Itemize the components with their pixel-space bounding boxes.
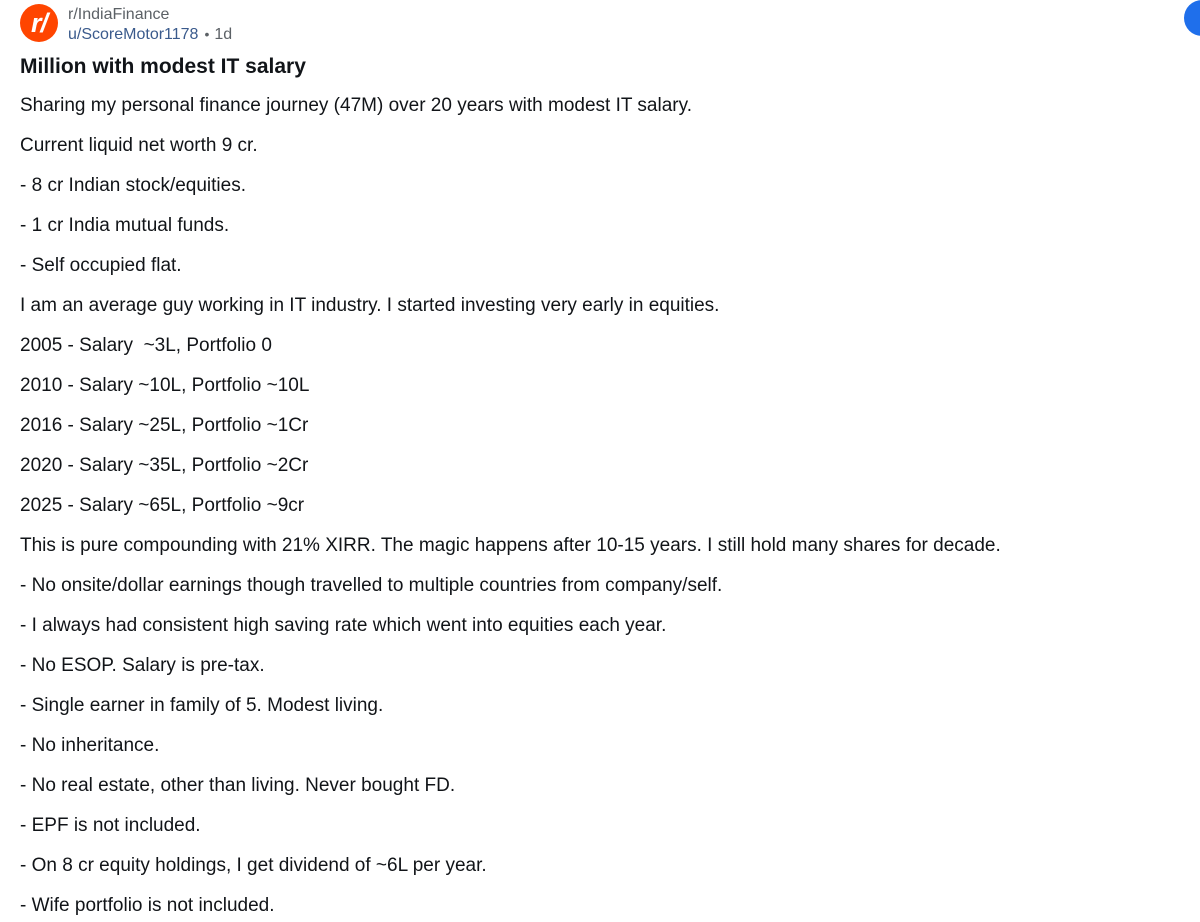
author-link[interactable]: u/ScoreMotor1178 bbox=[68, 26, 199, 43]
body-line: - Self occupied flat. bbox=[20, 255, 182, 276]
body-line: Sharing my personal finance journey (47M) over 20 years with modest IT salary. bbox=[20, 95, 692, 116]
body-line: 2025 - Salary ~65L, Portfolio ~9cr bbox=[20, 495, 305, 516]
body-line: - No inheritance. bbox=[20, 735, 160, 756]
body-line: I am an average guy working in IT industry. I started investing very early in equities. bbox=[20, 295, 720, 316]
body-line: - 8 cr Indian stock/equities. bbox=[20, 175, 246, 196]
body-line: Current liquid net worth 9 cr. bbox=[20, 135, 258, 156]
subreddit-avatar-icon[interactable]: r/ bbox=[20, 4, 58, 42]
post-age: 1d bbox=[214, 26, 233, 43]
body-line: - Single earner in family of 5. Modest living. bbox=[20, 695, 384, 716]
body-line: This is pure compounding with 21% XIRR. The magic happens after 10-15 years. I still hold many shares for decade. bbox=[20, 535, 1001, 556]
body-line: - Wife portfolio is not included. bbox=[20, 895, 275, 916]
meta-separator: • bbox=[204, 26, 210, 42]
body-line: - No real estate, other than living. Never bought FD. bbox=[20, 775, 456, 796]
body-line: - On 8 cr equity holdings, I get dividend of ~6L per year. bbox=[20, 855, 487, 876]
body-line: 2016 - Salary ~25L, Portfolio ~1Cr bbox=[20, 415, 309, 436]
body-line: - No onsite/dollar earnings though travelled to multiple countries from company/self. bbox=[20, 575, 723, 596]
body-line: 2020 - Salary ~35L, Portfolio ~2Cr bbox=[20, 455, 309, 476]
post-title: Million with modest IT salary bbox=[20, 55, 306, 78]
body-line: 2010 - Salary ~10L, Portfolio ~10L bbox=[20, 375, 310, 396]
body-line: - EPF is not included. bbox=[20, 815, 201, 836]
body-line: - No ESOP. Salary is pre-tax. bbox=[20, 655, 265, 676]
body-line: - I always had consistent high saving rate which went into equities each year. bbox=[20, 615, 667, 636]
action-button[interactable] bbox=[1184, 0, 1200, 36]
post-meta bbox=[68, 24, 232, 45]
body-line: 2005 - Salary ~3L, Portfolio 0 bbox=[20, 335, 272, 356]
subreddit-link[interactable]: r/IndiaFinance bbox=[68, 6, 170, 23]
body-line: - 1 cr India mutual funds. bbox=[20, 215, 230, 236]
